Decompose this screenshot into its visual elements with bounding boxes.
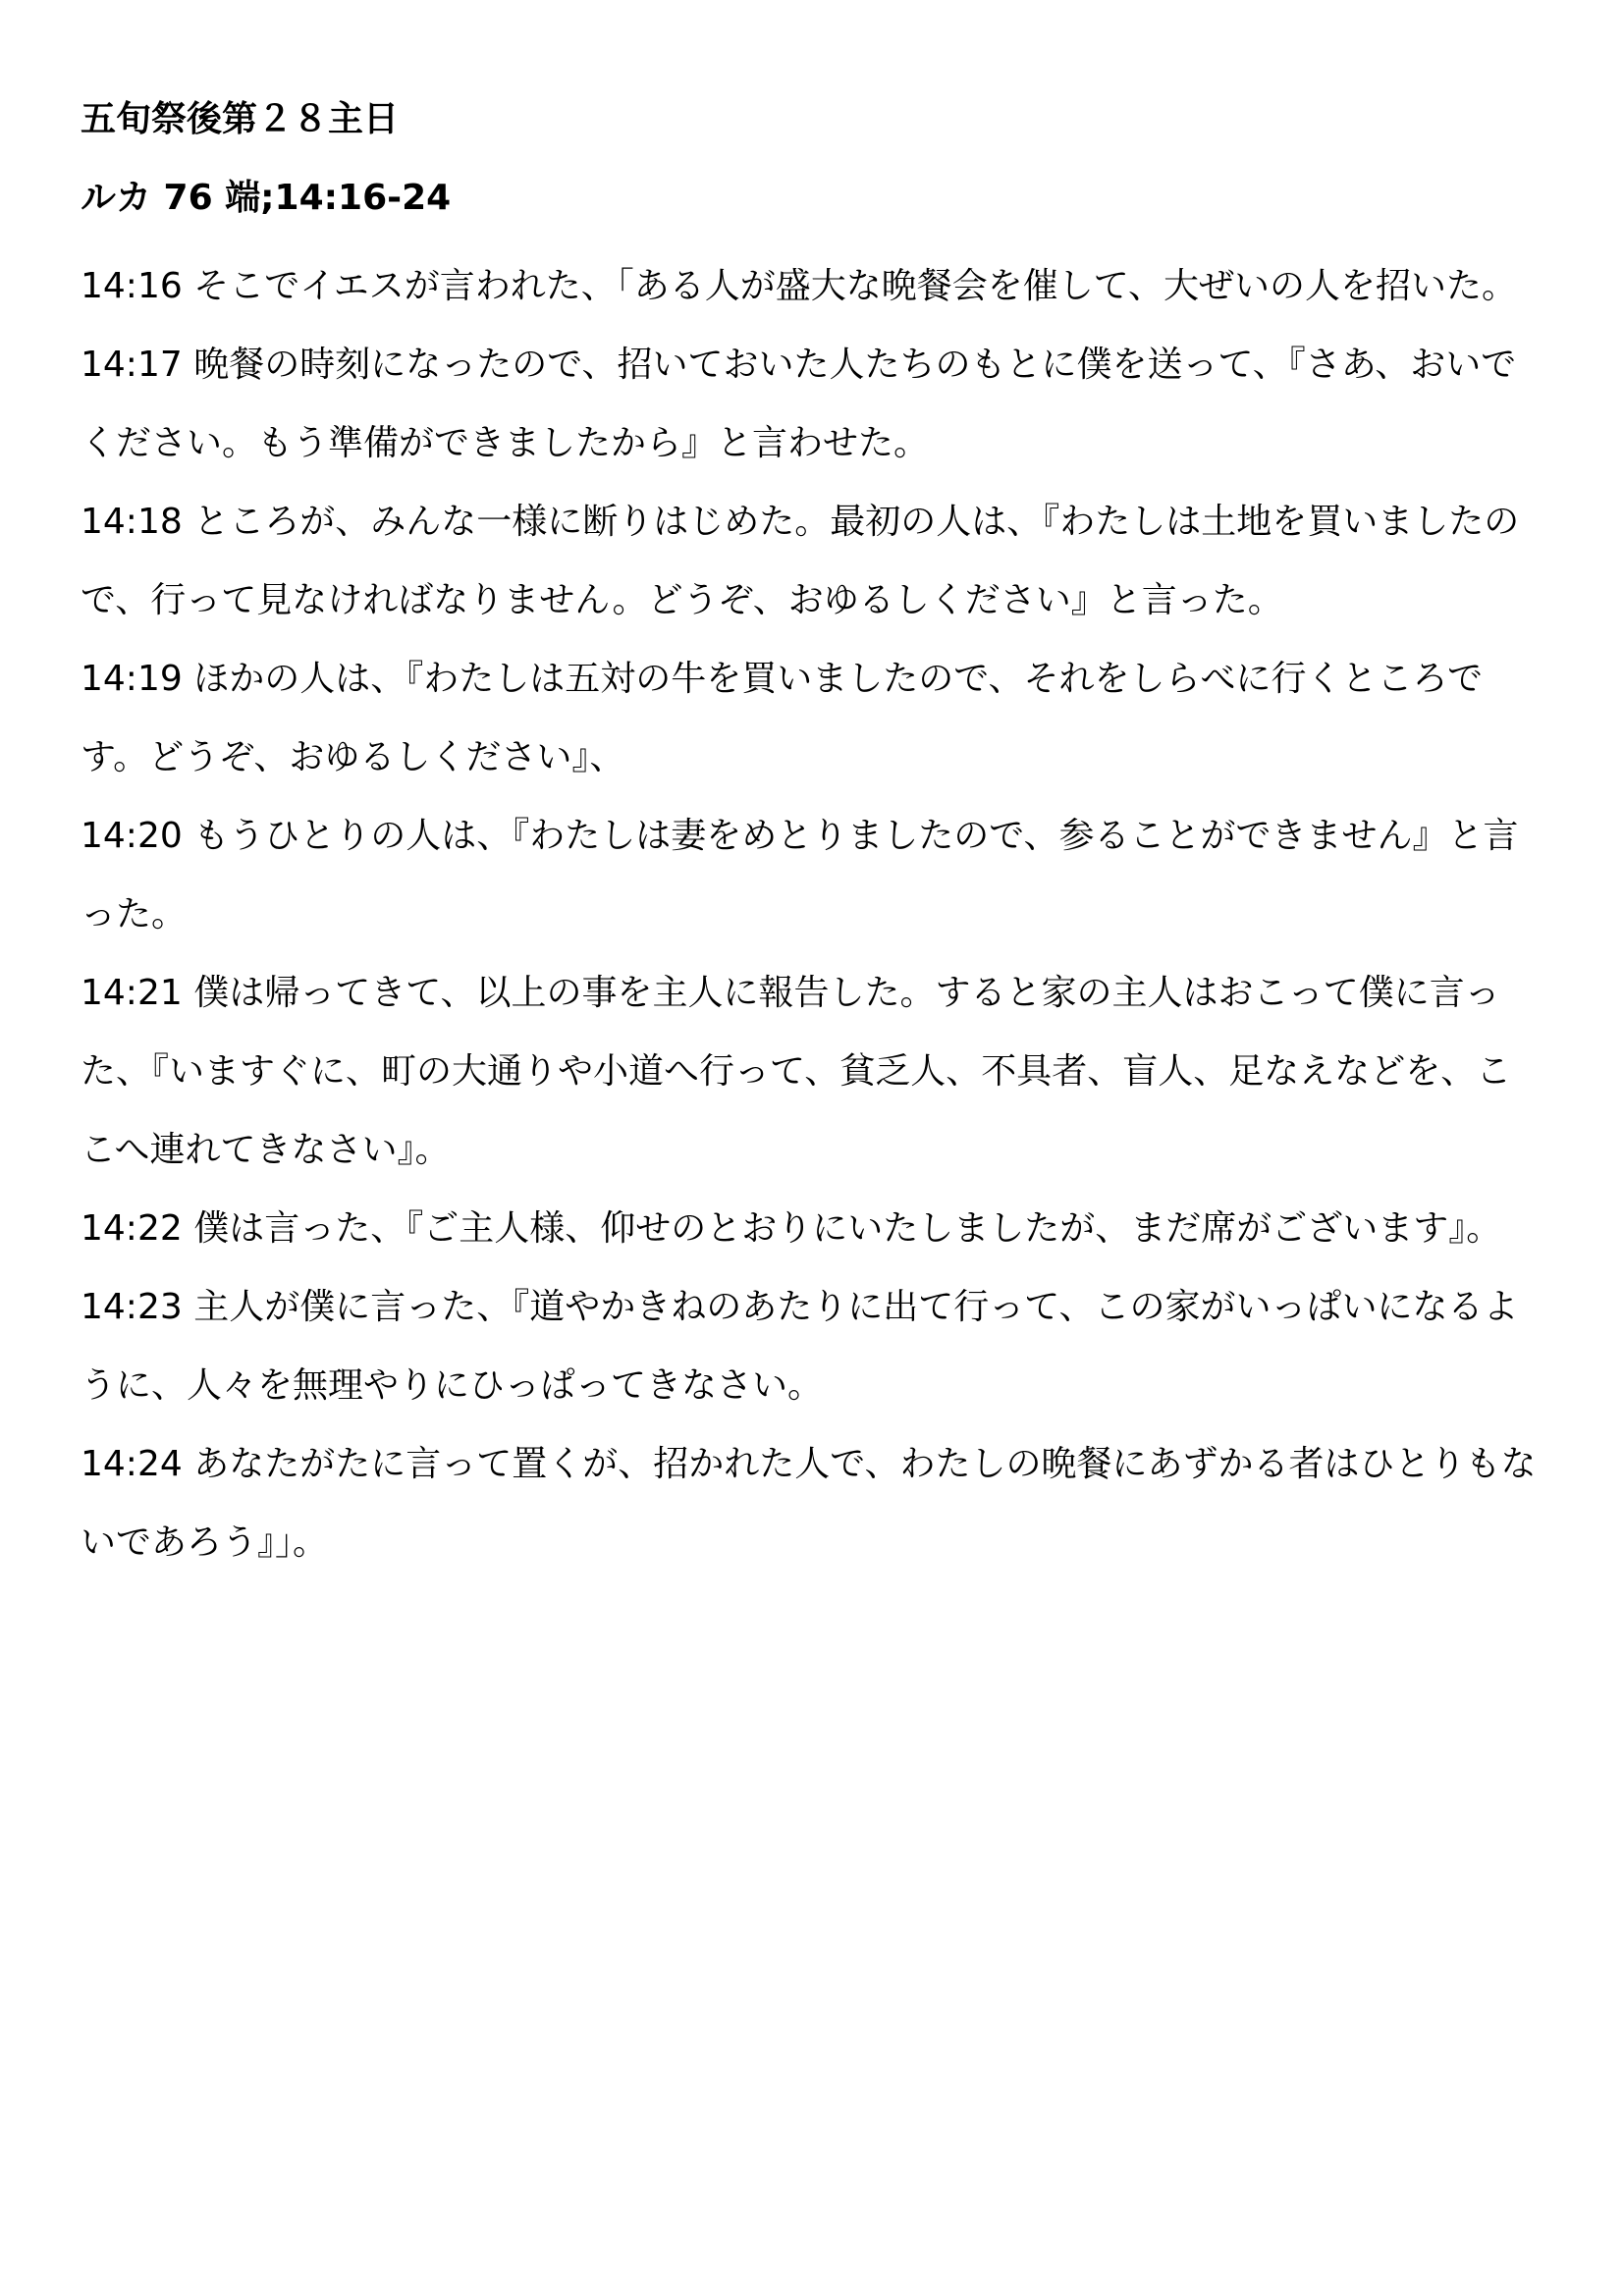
text-line: いであろう』」。 (81, 1522, 329, 1563)
scripture-reference: ルカ 76 端;14:16-24 (81, 178, 452, 218)
text-line: 14:18 ところが、みんな一様に断りはじめた。最初の人は、『わたしは土地を買いましたの (81, 502, 1520, 542)
text-line: った。 (81, 894, 188, 934)
text-line: 14:23 主人が僕に言った、『道やかきねのあたりに出て行って、この家がいっぱいになるよ (81, 1287, 1519, 1327)
document-page (81, 90, 1553, 1582)
text-line: こへ連れてきなさい』。 (81, 1130, 451, 1170)
text-line: 14:22 僕は言った、『ご主人様、仰せのとおりにいたしましたが、まだ席がございます』。 (81, 1208, 1502, 1249)
text-line: 14:24 あなたがたに言って置くが、招かれた人で、わたしの晩餐にあずかる者はひとりもな (81, 1444, 1537, 1484)
text-line: うに、人々を無理やりにひっぱってきなさい。 (81, 1365, 824, 1406)
text-line: 14:21 僕は帰ってきて、以上の事を主人に報告した。すると家の主人はおこって僕に言っ (81, 973, 1500, 1013)
text-line: 14:16 そこでイエスが言われた、「ある人が盛大な晩餐会を催して、大ぜいの人を招いた。 (81, 266, 1518, 306)
text-line: 14:20 もうひとりの人は、『わたしは妻をめとりましたので、参ることができません』と言 (81, 816, 1519, 856)
page-title: 五旬祭後第２８主日 (81, 99, 400, 139)
text-line: た、『いますぐに、町の大通りや小道へ行って、貧乏人、不具者、盲人、足なえなどを、こ (81, 1051, 1512, 1092)
text-line: ください。もう準備ができましたから』と言わせた。 (81, 423, 930, 463)
text-line: 14:19 ほかの人は、『わたしは五対の牛を買いましたので、それをしらべに行くところで (81, 659, 1484, 699)
text-line: す。どうぞ、おゆるしください』、 (81, 737, 625, 777)
verse-text (81, 247, 1553, 1582)
text-line: 14:17 晩餐の時刻になったので、招いておいた人たちのもとに僕を送って、『さあ、おいで (81, 345, 1517, 385)
text-line: で、行って見なければなりません。どうぞ、おゆるしください』と言った。 (81, 580, 1283, 620)
